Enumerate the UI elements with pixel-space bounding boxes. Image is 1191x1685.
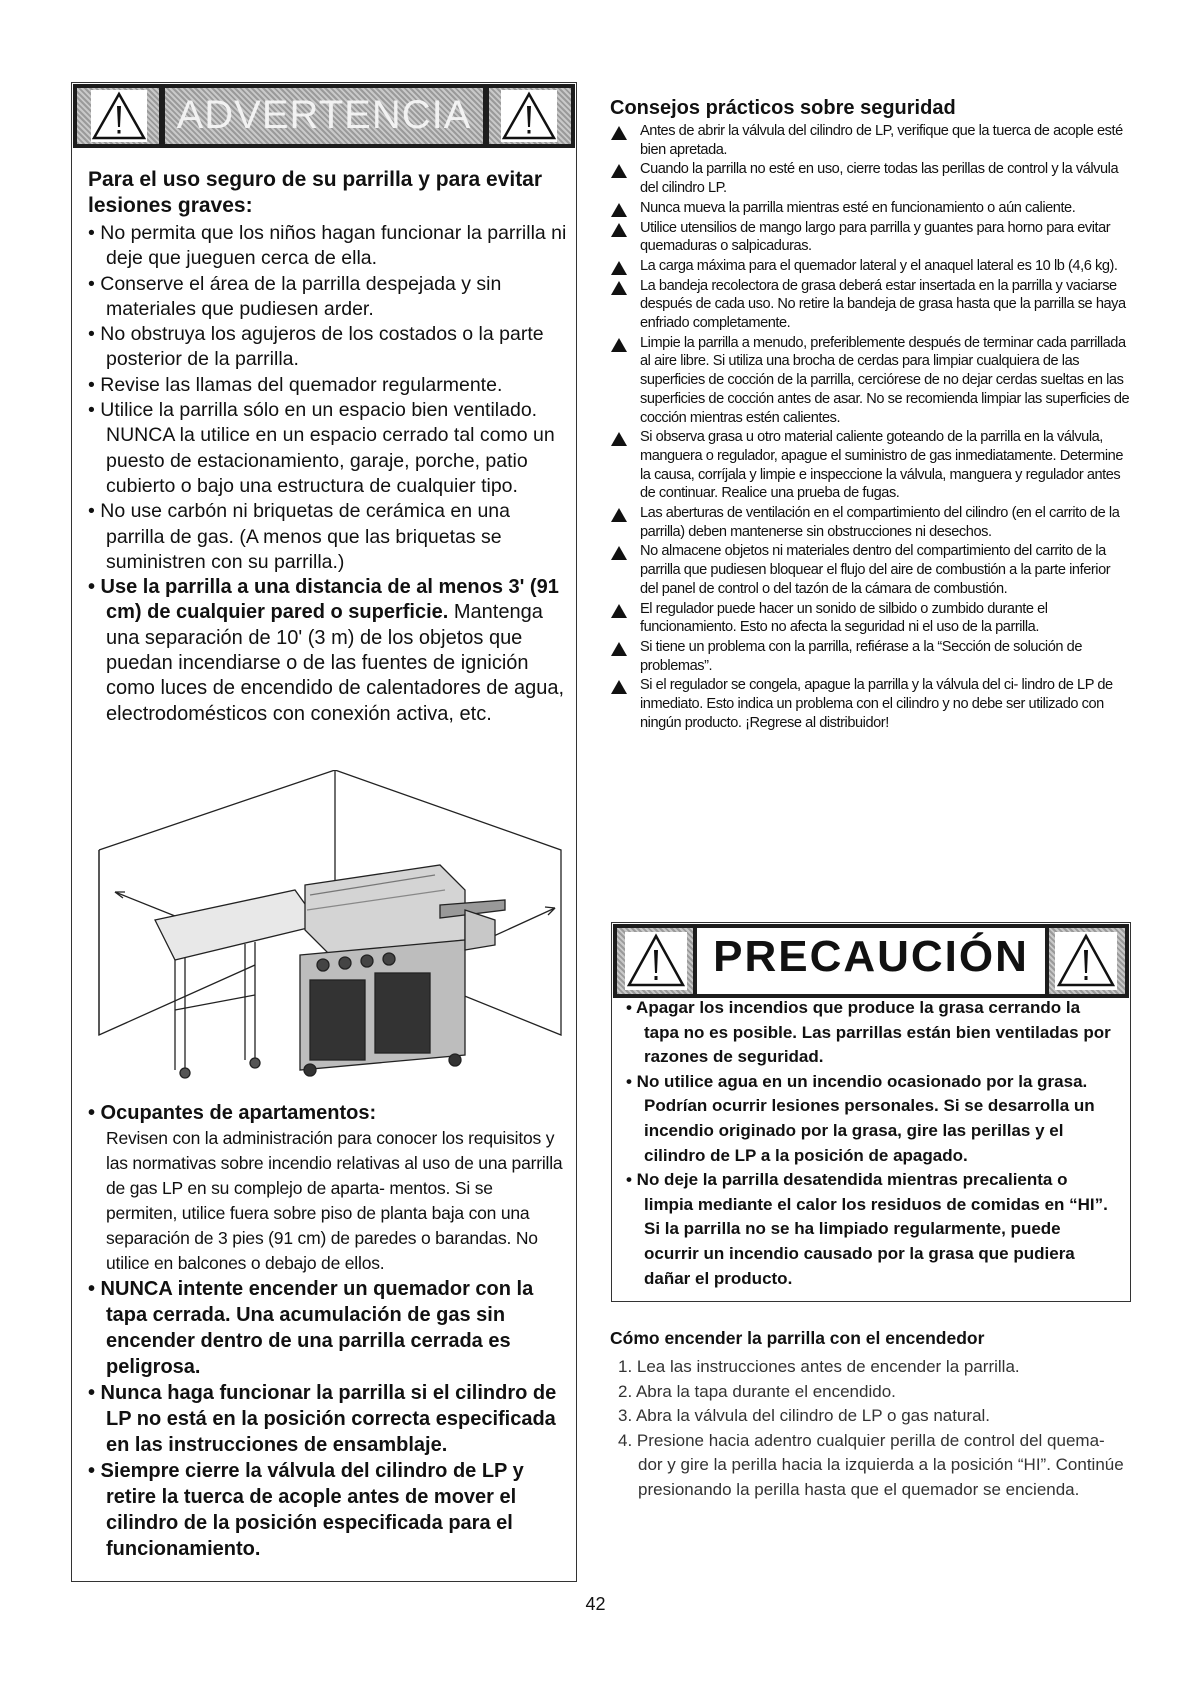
warning-triangle-icon	[611, 281, 627, 295]
safety-tip: El regulador puede hacer un sonido de silbido o zumbido durante el funcionamiento. Esto no afecta la seguridad ni el uso de la parrilla.	[610, 600, 1130, 637]
safety-tip: No almacene objetos ni materiales dentro del compartimiento del carrito de la parrilla que pudiesen bloquear el flujo del aire de combustión a la parte inferior del panel de control o del tazón de la cámara de combustión.	[610, 542, 1130, 598]
warning-content	[88, 167, 568, 727]
warning-triangle-icon	[611, 642, 627, 656]
warning-triangle-icon	[611, 604, 627, 618]
warning-bullet: • No use carbón ni briquetas de cerámica en una parrilla de gas. (A menos que las briquetas se suministren con su parrilla.)	[88, 500, 510, 573]
distance-rest: Mantenga una separación de 10' (3 m) de los objetos que puedan incendiarse o de las fuentes de ignición como luces de encendido de calentadores de agua, electrodomésticos con conexión activa, etc.	[106, 601, 565, 725]
warning-triangle-icon	[611, 432, 627, 446]
warning-triangle-icon	[611, 203, 627, 217]
safety-tips-section	[610, 96, 1130, 734]
warning-content-lower	[88, 1100, 568, 1562]
warning-triangle-icon	[611, 261, 627, 275]
caution-item: • No deje la parrilla desatendida mientras precalienta o limpia mediante el calor los residuos de comidas en “HI”. Si la parrilla no se ha limpiado regularmente, puede ocurrir un incendio causado por la grasa que pudiera dañar el producto.	[626, 1170, 1108, 1288]
safety-tip: Si tiene un problema con la parrilla, refiérase a la “Sección de solución de problemas”.	[610, 638, 1130, 675]
lighting-step: 2. Abra la tapa durante el encendido.	[618, 1381, 896, 1401]
warning-banner-title: ADVERTENCIA	[176, 93, 472, 137]
safety-tip: Limpie la parrilla a menudo, preferiblemente después de terminar cada parrillada al aire libre. Si utiliza una brocha de cerdas para limpiar cualquiera de las superficies de cocción de la parrilla, cerciórese de no dejar cerdas sueltas en las superficies de cocción antes de asar. No se recomienda limpiar las superficies de cocción mientras estén calientes.	[610, 334, 1130, 428]
page-number: 42	[585, 1594, 606, 1614]
warning-triangle-icon	[611, 126, 627, 140]
warning-triangle-icon	[501, 90, 557, 142]
safety-tip: Cuando la parrilla no esté en uso, cierre todas las perillas de control y la válvula del cilindro LP.	[610, 160, 1130, 197]
warning-bullet: • No permita que los niños hagan funcionar la parrilla ni deje que jueguen cerca de ella.	[88, 222, 567, 270]
caution-list	[626, 996, 1116, 1291]
safety-tip: Las aberturas de ventilación en el compartimiento del cilindro (en el carrito de la parrilla) deben mantenerse sin obstrucciones ni desechos.	[610, 504, 1130, 541]
warning-triangle-icon	[1055, 932, 1117, 990]
warning-triangle-icon	[611, 546, 627, 560]
apartments-text: Revisen con la administración para conocer los requisitos y las normativas sobre incendio relativas al uso de una parrilla de gas LP en su complejo de aparta- mentos. Si se permiten, utilice fuera sobre piso de planta baja con una separación de 3 pies (91 cm) de paredes o barandas. No utilice en balcones o debajo de ellos.	[106, 1128, 563, 1273]
safety-tip: Antes de abrir la válvula del cilindro de LP, verifique que la tuerca de acople esté bien apretada.	[610, 122, 1130, 159]
warning-bullet: • Revise las llamas del quemador regularmente.	[88, 373, 503, 396]
warning-bullet: • Conserve el área de la parrilla despejada y sin materiales que pudiesen arder.	[88, 272, 502, 320]
caution-banner-title: PRECAUCIÓN	[713, 932, 1029, 981]
distance-bullet	[88, 575, 568, 727]
apartments-heading: • Ocupantes de apartamentos:	[88, 1102, 377, 1124]
warning-bullet: • Utilice la parrilla sólo en un espacio bien ventilado. NUNCA la utilice en un espacio cerrado tal como un puesto de estacionamiento, garaje, porche, patio cubierto o bajo una estructura de cualquier tipo.	[88, 399, 555, 497]
warning-triangle-icon	[611, 338, 627, 352]
warning-triangle-icon	[611, 680, 627, 694]
warning-triangle-icon	[611, 508, 627, 522]
lighting-title: Cómo encender la parrilla con el encendedor	[610, 1328, 985, 1348]
caution-item: • No utilice agua en un incendio ocasionado por la grasa. Podrían ocurrir lesiones personales. Si se desarrolla un incendio originado por la grasa, gire las perillas y el cilindro de LP a la posición de apagado.	[626, 1071, 1095, 1165]
lighting-step: 3. Abra la válvula del cilindro de LP o gas natural.	[618, 1406, 991, 1425]
warning-triangle-icon	[611, 223, 627, 237]
lighting-step: 1. Lea las instrucciones antes de encender la parrilla.	[618, 1357, 1020, 1376]
lighting-step: 4. Presione hacia adentro cualquier perilla de control del quema- dor y gire la perilla hacia la izquierda a la posición “HI”. Continúe presionando la perilla hasta que el quemador se encienda.	[618, 1430, 1124, 1499]
caution-item: • Apagar los incendios que produce la grasa cerrando la tapa no es posible. Las parrillas están bien ventiladas por razones de seguridad.	[626, 998, 1111, 1067]
grill-clearance-illustration	[95, 770, 565, 1090]
safety-tips-title: Consejos prácticos sobre seguridad	[610, 97, 956, 119]
caution-banner	[613, 924, 1129, 998]
warning-bullet: • No obstruya los agujeros de los costados o la parte posterior de la parrilla.	[88, 323, 544, 371]
warning-bold-bullet: • Nunca haga funcionar la parrilla si el cilindro de LP no está en la posición correcta especificada en las instrucciones de ensamblaje.	[88, 1382, 557, 1456]
warning-bold-bullet: • NUNCA intente encender un quemador con la tapa cerrada. Una acumulación de gas sin encender dentro de una parrilla cerrada es peligrosa.	[88, 1278, 534, 1378]
warning-heading: Para el uso seguro de su parrilla y para evitar lesiones graves:	[88, 168, 543, 217]
lighting-section	[610, 1328, 1130, 1502]
distance-bold: • Use la parrilla a una distancia de al menos 3' (91 cm) de cualquier pared o superficie.	[88, 576, 559, 624]
safety-tip: Utilice utensilios de mango largo para parrilla y guantes para horno para evitar quemaduras o salpicaduras.	[610, 219, 1130, 256]
warning-banner	[73, 84, 575, 148]
safety-tip: La carga máxima para el quemador lateral y el anaquel lateral es 10 lb (4,6 kg).	[610, 257, 1130, 276]
safety-tip: Si el regulador se congela, apague la parrilla y la válvula del ci- lindro de LP de inmediato. Esto indica un problema con el cilindro y no debe ser utilizado con ningún producto. ¡Regrese al distribuidor!	[610, 676, 1130, 732]
safety-tip: Nunca mueva la parrilla mientras esté en funcionamiento o aún caliente.	[610, 199, 1130, 218]
warning-triangle-icon	[611, 164, 627, 178]
safety-tip: Si observa grasa u otro material caliente goteando de la parrilla en la válvula, manguera o regulador, apague el suministro de gas inmediatamente. Determine la causa, corríjala y limpie e inspeccione la válvula, manguera y regulador antes de continuar. Realice una prueba de fugas.	[610, 428, 1130, 503]
safety-tip: La bandeja recolectora de grasa deberá estar insertada en la parrilla y vaciarse después de cada uso. No retire la bandeja de grasa hasta que la parrilla se haya enfriado completamente.	[610, 277, 1130, 333]
warning-bold-bullet: • Siempre cierre la válvula del cilindro de LP y retire la tuerca de acople antes de mover el cilindro de la posición especificada para el funcionamiento.	[88, 1460, 524, 1560]
